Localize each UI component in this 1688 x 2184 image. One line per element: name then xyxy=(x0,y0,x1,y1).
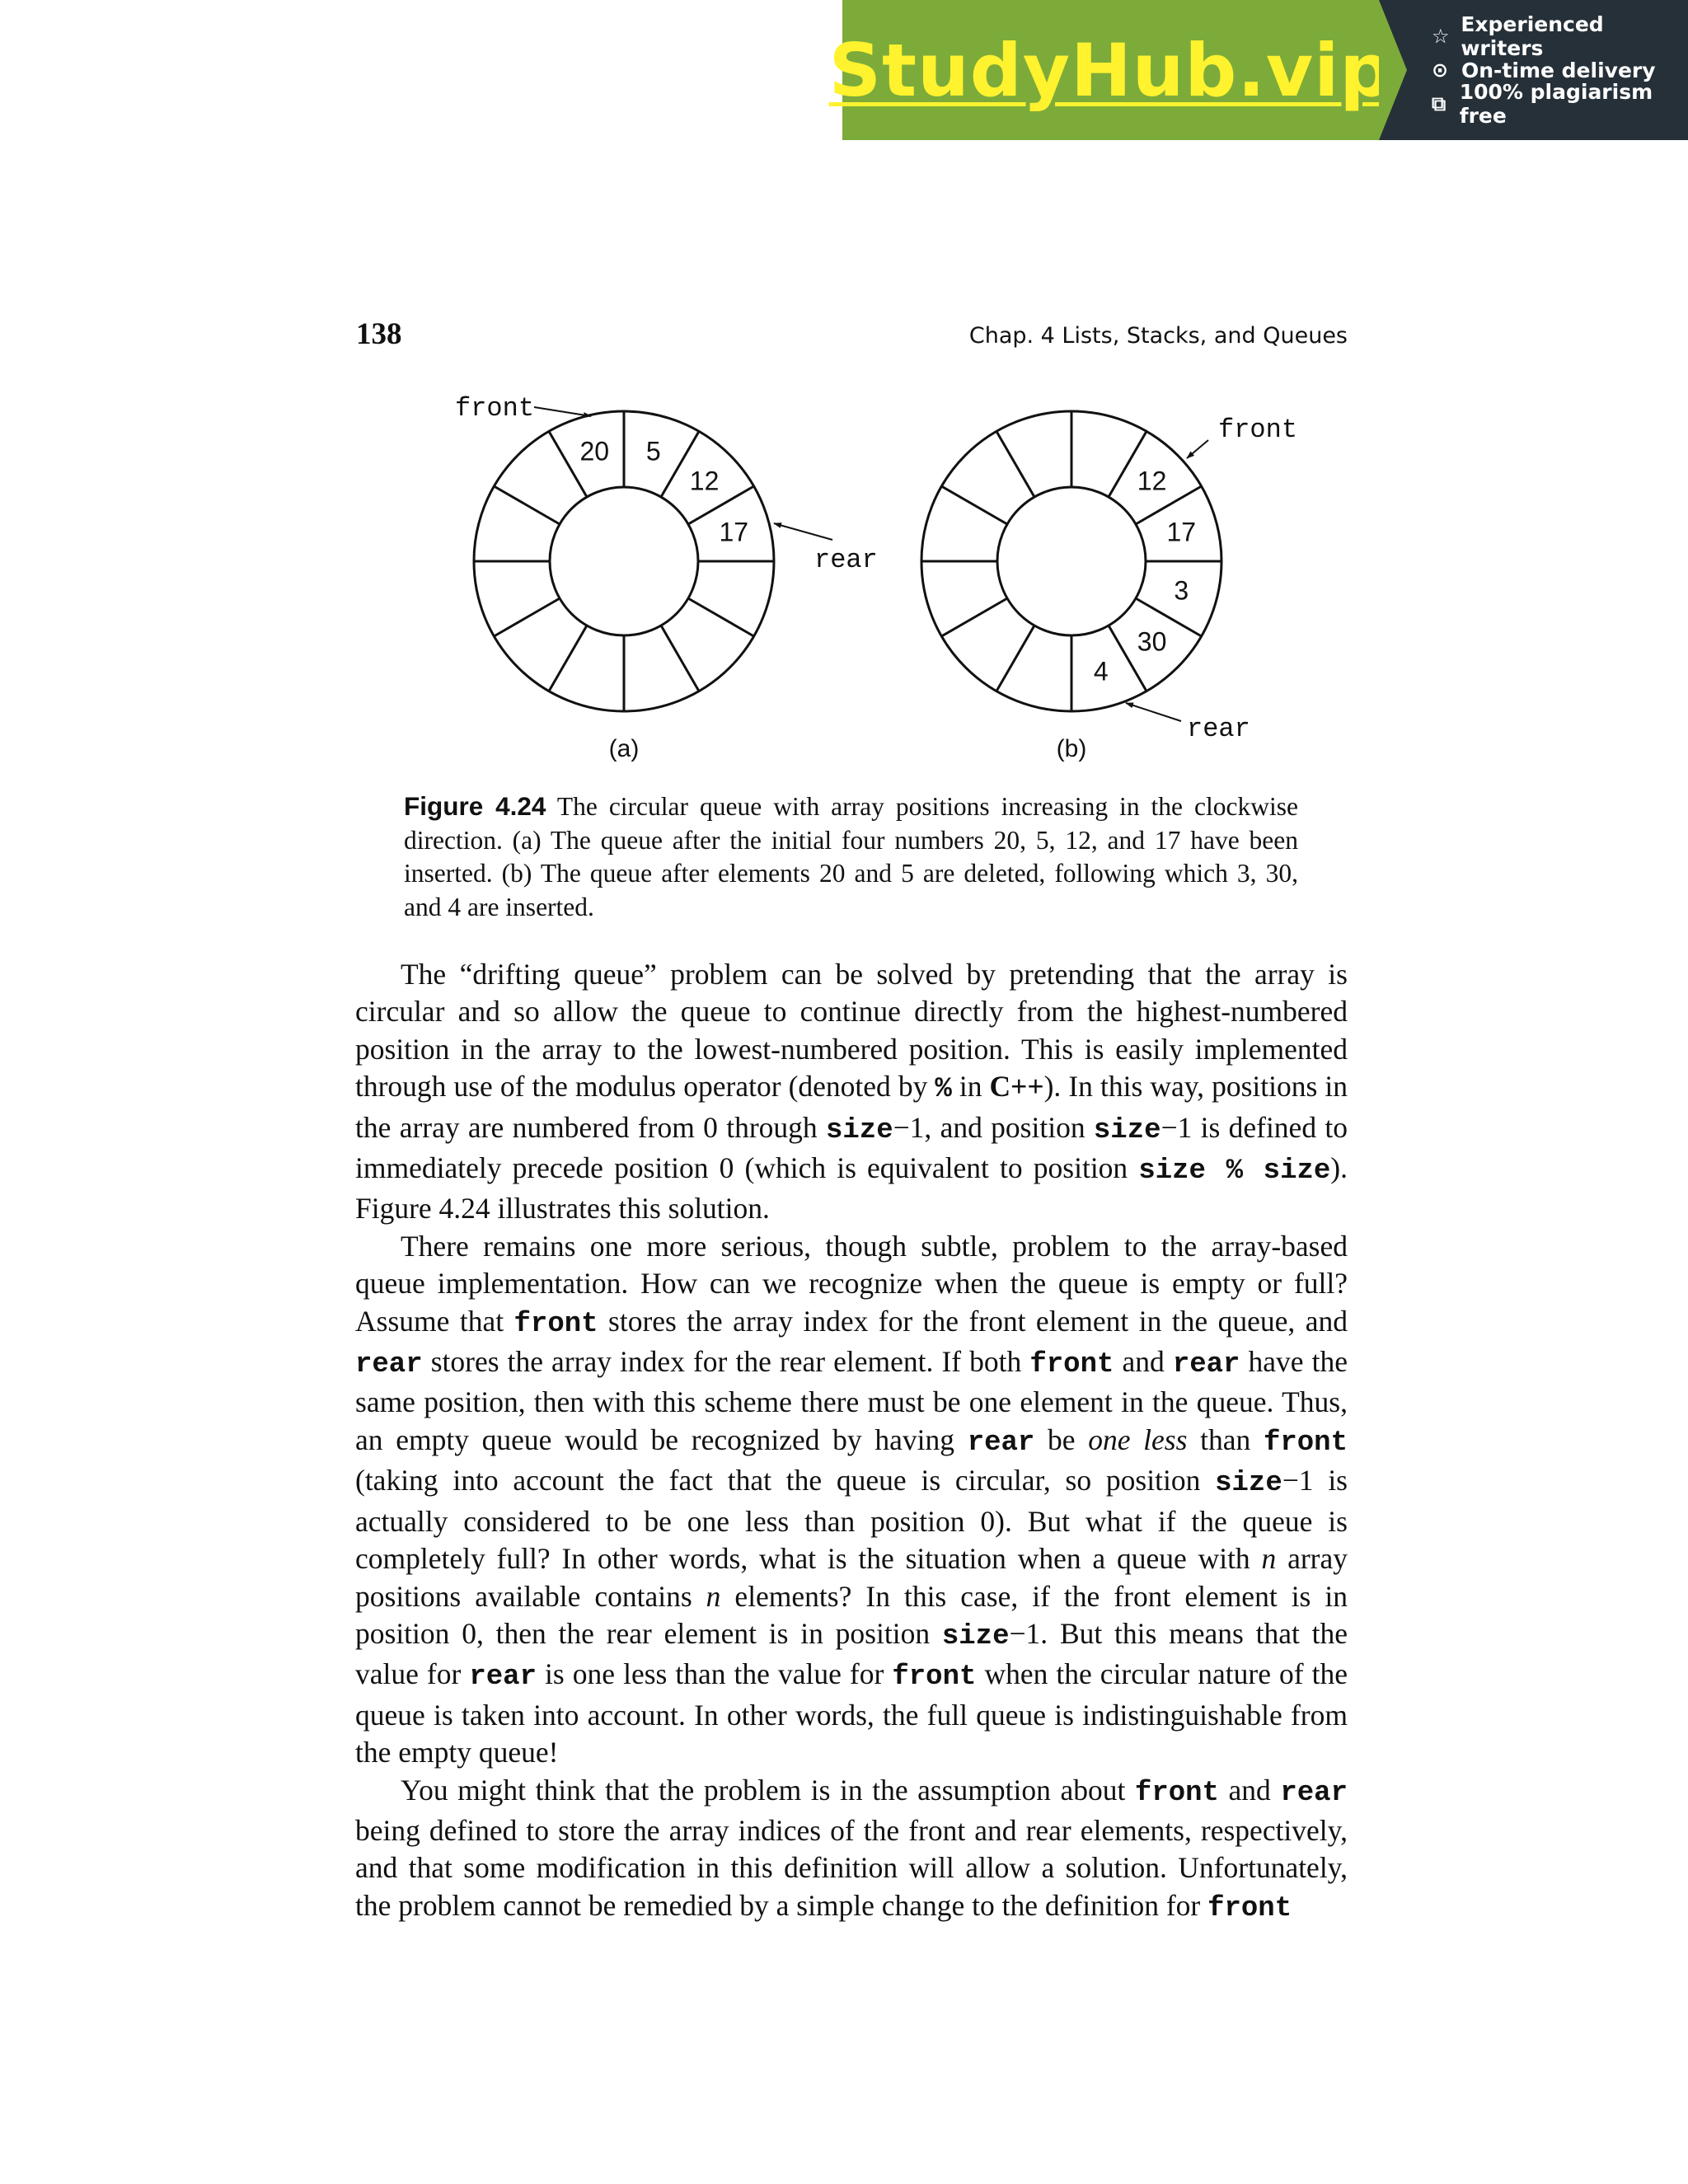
front-pointer-label: front xyxy=(455,393,535,424)
figure-caption-text: The circular queue with array positions increasing in the clockwise direction. (a) The queue after the initial four numbers 20, 5, 12, and 17 have been inserted. (b) The queue after elements 20 and 5 are deleted, following which 3, 30, and 4 are inserted. xyxy=(404,792,1298,921)
slot-divider xyxy=(941,486,1007,524)
front-pointer-arrow xyxy=(1187,440,1208,458)
copy-icon: ⧉ xyxy=(1432,92,1447,115)
slot-divider xyxy=(494,598,560,636)
page-number: 138 xyxy=(356,317,402,351)
clock-icon: ⊙ xyxy=(1432,59,1449,82)
feature-label: 100% plagiarism free xyxy=(1459,80,1653,128)
chapter-title: Chap. 4 Lists, Stacks, and Queues xyxy=(968,323,1348,349)
slot-divider xyxy=(996,431,1034,497)
rear-pointer-arrow xyxy=(774,523,832,540)
paragraph: You might think that the problem is in the assumption about front and rear being defined to store the array indices of the front and rear elements, respectively, and that some modification in this definition will allow a solution. Unfortunately, the problem cannot be remedied by a simple change to the definition for front xyxy=(355,1773,1348,1924)
queue-cell-value: 30 xyxy=(1137,626,1167,657)
slot-divider xyxy=(494,486,560,524)
queue-cell-value: 17 xyxy=(719,517,749,547)
panel-label: (b) xyxy=(1056,735,1087,762)
paragraph: The “drifting queue” problem can be solved by pretending that the array is circular and so allow the queue to continue directly from the highest-numbered position in the array to the lowest-numbered position. This is easily implemented through use of the modulus operator (denoted by % in C++). In this way, positions in the array are numbered from 0 through size−1, and position size−1 is defined to immediately precede position 0 (which is equivalent to position size % size). Figure 4.24 illustrates this solution. xyxy=(355,958,1348,1226)
queue-cell-value: 12 xyxy=(689,466,720,496)
rear-pointer-arrow xyxy=(1126,703,1181,721)
figure-label: Figure 4.24 xyxy=(404,791,546,821)
queue-cell-value: 17 xyxy=(1166,517,1197,547)
queue-panel-a xyxy=(455,393,878,762)
feature-label: Experienced writers xyxy=(1461,12,1604,60)
panel-label: (a) xyxy=(608,735,640,762)
queue-inner-ring xyxy=(550,487,698,635)
queue-cell-value: 4 xyxy=(1093,656,1109,687)
body-text xyxy=(355,956,1348,1928)
queue-cell-value: 3 xyxy=(1174,575,1189,606)
slot-divider xyxy=(941,598,1007,636)
rear-pointer-label: rear xyxy=(1187,714,1250,744)
rear-pointer-label: rear xyxy=(814,545,878,575)
star-icon: ☆ xyxy=(1432,25,1450,48)
paragraph: There remains one more serious, though subtle, problem to the array-based queue implementation. How can we recognize when the queue is empty or full? Assume that front stores the array index for the front element in the queue, and rear stores the array index for the rear element. If both front and rear have the same position, then with this scheme there must be one element in the queue. Thus, an empty queue would be recognized by having rear be one less than front (taking into account the fact that the queue is circular, so position size−1 is actually considered to be one less than position 0). But what if the queue is completely full? In other words, what is the situation when a queue with n array positions available contains n elements? In this case, if the front element is in position 0, then the rear element is in position size−1. But this means that the value for rear is one less than the value for front when the circular nature of the queue is taken into account. In other words, the full queue is indistinguishable from the empty queue! xyxy=(355,1229,1348,1769)
slot-divider xyxy=(688,598,754,636)
queue-cell-value: 20 xyxy=(579,436,610,466)
slot-divider xyxy=(996,626,1034,691)
queue-cell-value: 5 xyxy=(645,436,661,466)
front-pointer-label: front xyxy=(1218,415,1298,445)
figure-caption xyxy=(404,790,1298,924)
brand-name: StudyHub.vip xyxy=(828,27,1393,113)
feature-label: On-time delivery xyxy=(1461,58,1656,82)
slot-divider xyxy=(549,626,587,691)
circular-queue-figure xyxy=(0,0,1688,791)
slot-divider xyxy=(661,626,699,691)
front-pointer-arrow xyxy=(534,407,591,416)
queue-cell-value: 12 xyxy=(1137,466,1167,496)
queue-panel-b xyxy=(921,411,1297,762)
queue-inner-ring xyxy=(997,487,1146,635)
